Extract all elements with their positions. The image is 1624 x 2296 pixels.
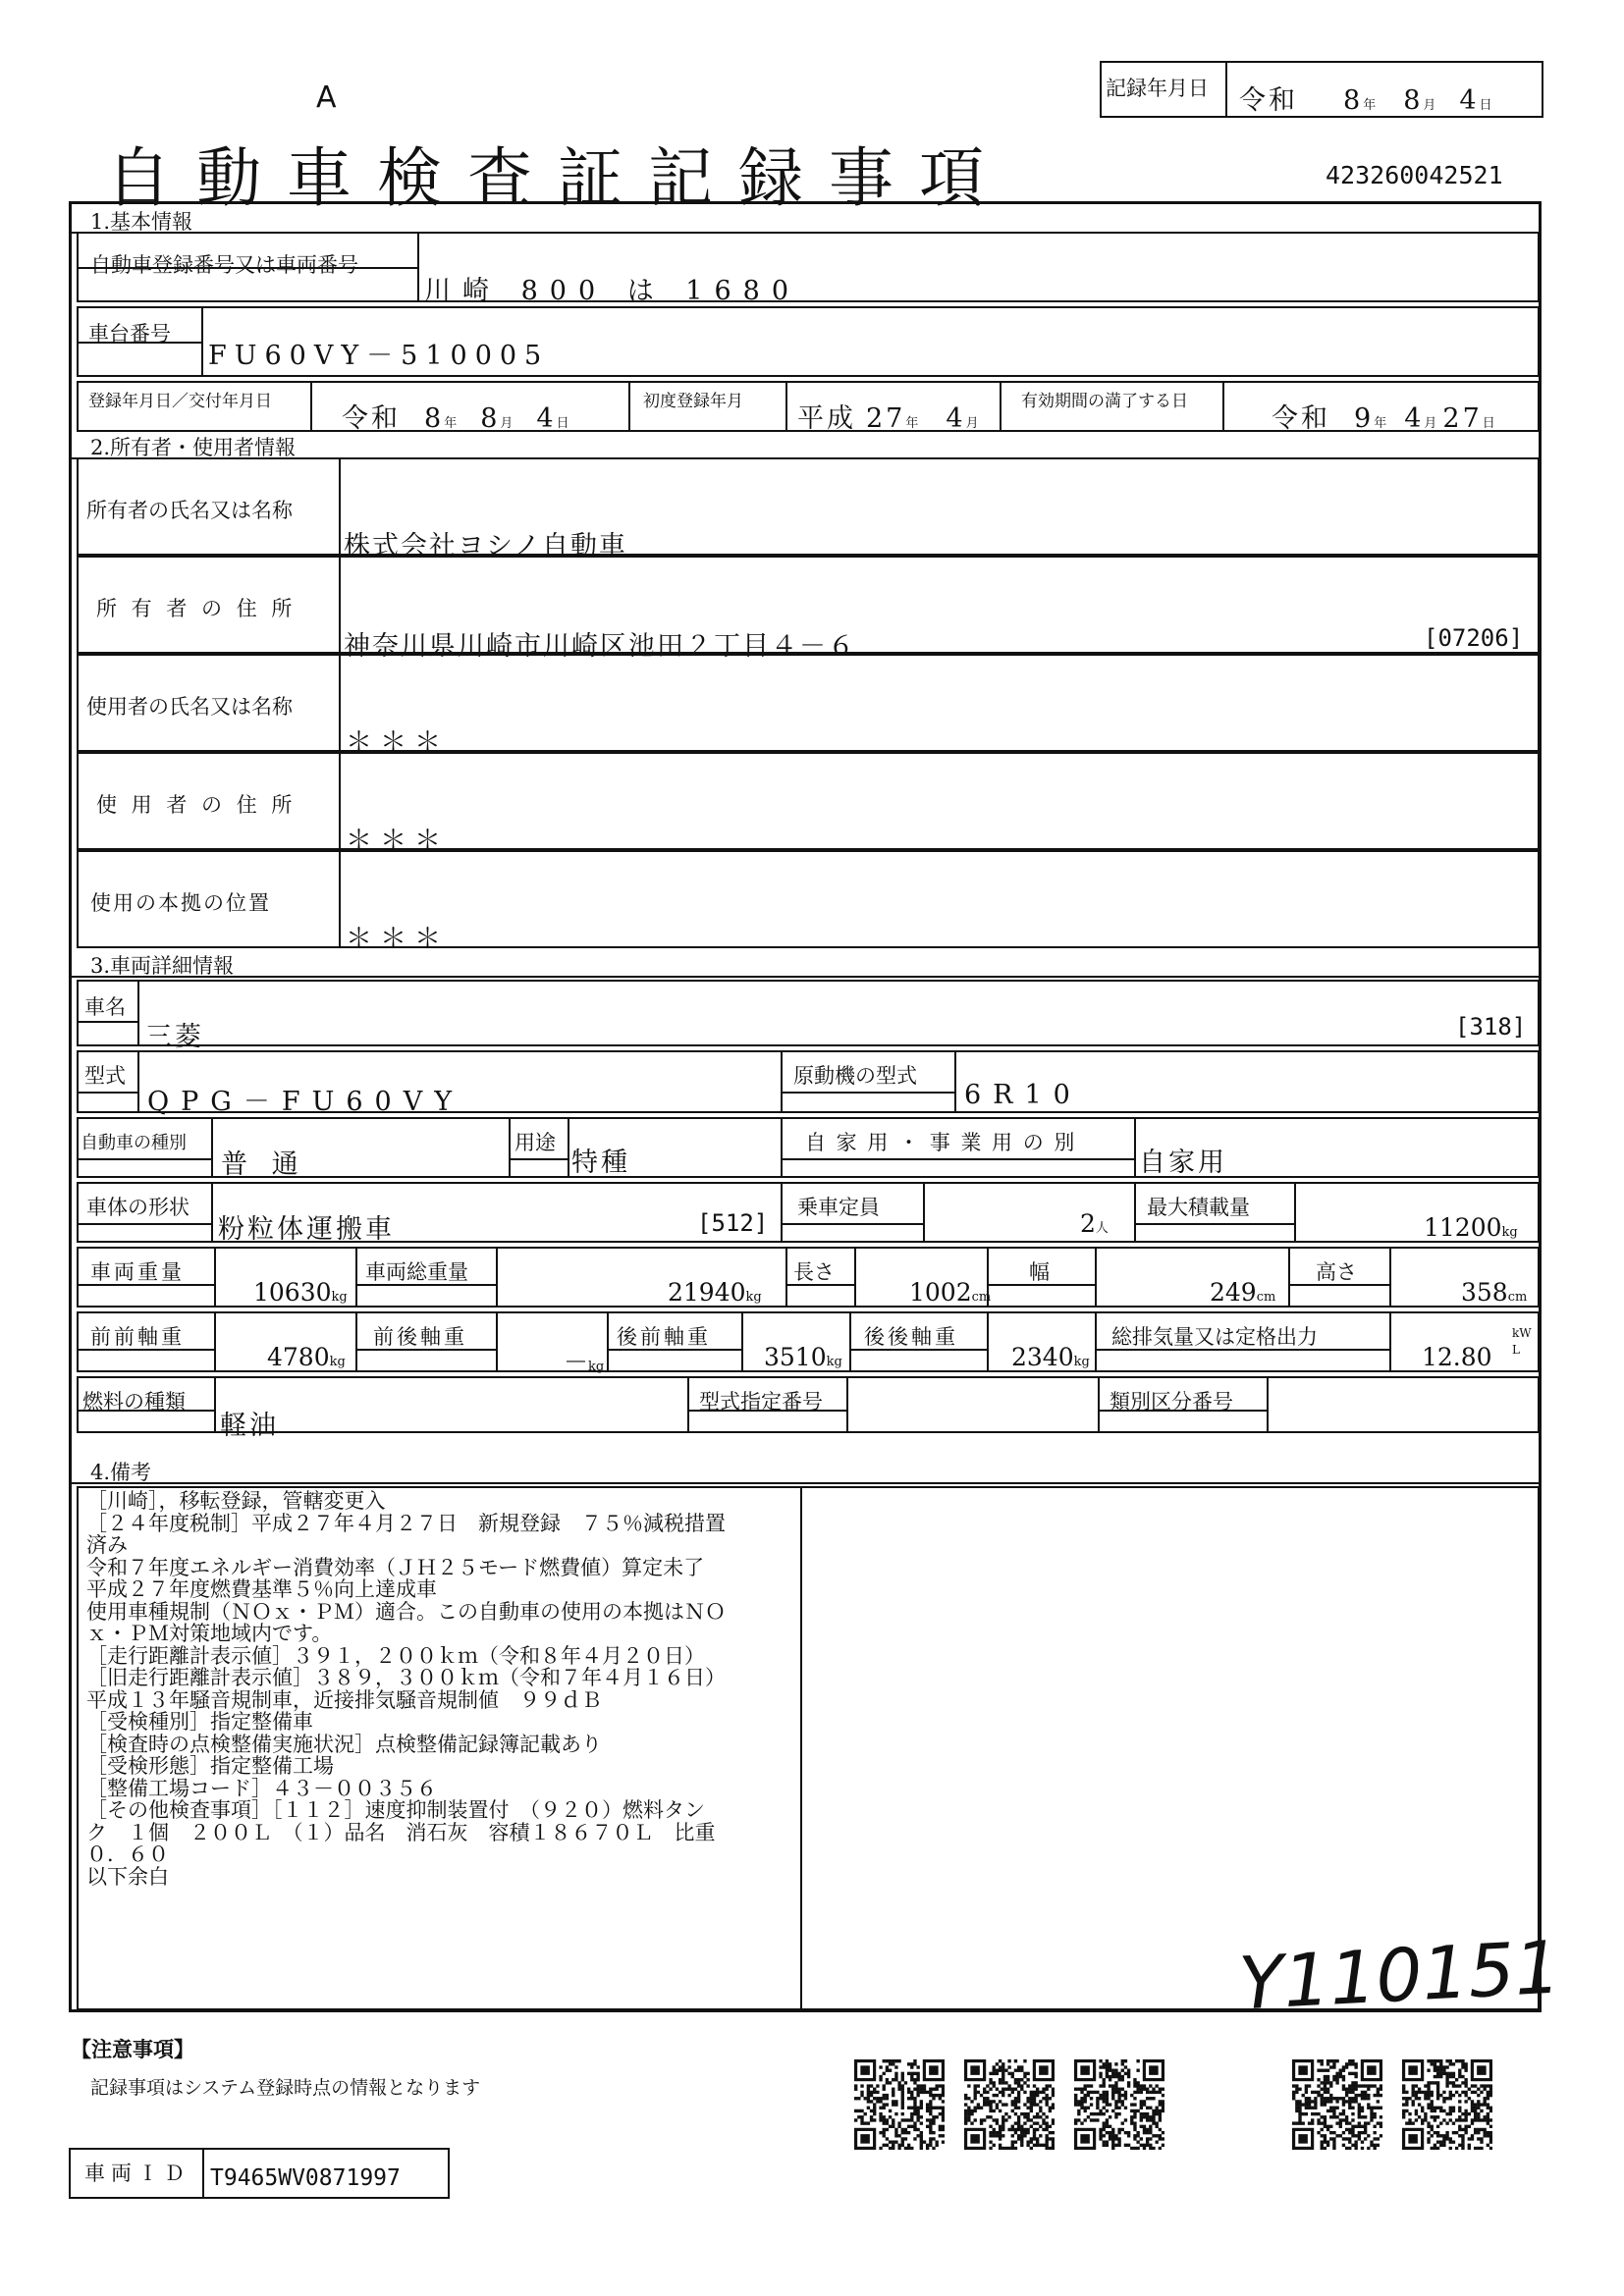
chassis-value: FU60VY－510005 <box>208 341 550 371</box>
rear-rear-axle-value: 2340kg <box>1011 1343 1090 1371</box>
capacity-label: 乗車定員 <box>797 1196 880 1219</box>
remarks-line: ［旧走行距離計表示値］３８９，３００ｋｍ（令和７年４月１６日） <box>86 1666 726 1689</box>
body-shape-code: [512] <box>697 1209 769 1237</box>
capacity-value: 2人 <box>1080 1209 1109 1238</box>
user-address: ＊＊＊ <box>346 826 449 856</box>
qr-code-5 <box>1402 2059 1492 2150</box>
document-number: 423260042521 <box>1326 161 1503 189</box>
remarks-line: ［受検種別］指定整備車 <box>86 1710 313 1734</box>
remarks-line: 令和７年度エネルギー消費効率（ＪＨ２５モード燃費値）算定未了 <box>86 1555 705 1579</box>
section1-heading: 1.基本情報 <box>90 210 193 234</box>
document-title: 自動車検査証記録事項 <box>106 140 1009 216</box>
remarks-line: 平成２７年度燃費基準５％向上達成車 <box>86 1577 437 1601</box>
remarks-line: ０．６０ <box>86 1842 169 1866</box>
length-value: 1002cm <box>909 1278 992 1307</box>
remarks-line: 以下余白 <box>86 1864 169 1889</box>
type-designation-label: 型式指定番号 <box>699 1390 823 1414</box>
fuel-type-value: 軽油 <box>220 1411 279 1441</box>
body-shape-value: 粉粒体運搬車 <box>218 1214 395 1245</box>
remarks-line: ［川崎］，移転登録，管轄変更入 <box>86 1489 386 1513</box>
owner-address: 神奈川県川崎市川崎区池田２丁目４－６ <box>344 631 856 662</box>
kind-value: 普 通 <box>221 1149 306 1180</box>
owner-name-label: 所有者の氏名又は名称 <box>86 499 293 522</box>
notice-text: 記録事項はシステム登録時点の情報となります <box>90 2077 481 2099</box>
private-business-value: 自家用 <box>1139 1148 1227 1178</box>
vehicle-weight-value: 10630kg <box>253 1278 348 1307</box>
user-name: ＊＊＊ <box>346 727 449 758</box>
private-business-label: 自 家 用 ・ 事 業 用 の 別 <box>805 1131 1077 1154</box>
section4-heading: 4.備考 <box>90 1461 152 1484</box>
reg-date-label: 登録年月日／交付年月日 <box>88 392 272 411</box>
max-load-value: 11200kg <box>1424 1213 1518 1242</box>
owner-name-row <box>77 457 1540 556</box>
engine-label: 原動機の型式 <box>793 1064 917 1088</box>
remarks-line: 平成１３年騒音規制車，近接排気騒音規制値 ９９ｄＢ <box>86 1687 602 1712</box>
qr-code-4 <box>1292 2059 1382 2150</box>
remarks-line: ク １個 ２００Ｌ （１）品名 消石灰 容積１８６７０Ｌ 比重 <box>86 1820 716 1844</box>
base-location-label: 使用の本拠の位置 <box>90 891 271 915</box>
model-label: 型式 <box>84 1064 126 1088</box>
vehicle-id-value: T9465WV0871997 <box>210 2165 401 2191</box>
base-location: ＊＊＊ <box>346 924 449 954</box>
displacement-label: 総排気量又は定格出力 <box>1111 1325 1318 1349</box>
width-value: 249cm <box>1210 1278 1276 1307</box>
use-label: 用途 <box>514 1131 556 1154</box>
reg-date: 令和 8年 8月 4日 <box>342 403 569 434</box>
remarks-line: ［整備工場コード］４３－００３５６ <box>86 1776 437 1800</box>
owner-address-code: [07206] <box>1424 624 1524 652</box>
qr-code-2 <box>964 2059 1055 2150</box>
qr-code-3 <box>1074 2059 1164 2150</box>
rear-front-axle-value: 3510kg <box>764 1343 842 1371</box>
first-reg-label: 初度登録年月 <box>643 392 743 411</box>
record-date: 令和 8年 8月 4日 <box>1239 85 1492 116</box>
remarks-text <box>86 1490 726 1888</box>
height-label: 高さ <box>1316 1260 1357 1284</box>
front-rear-axle-label: 前後軸重 <box>373 1325 467 1349</box>
displacement-value: 12.80 <box>1422 1343 1492 1371</box>
expiry-label: 有効期間の満了する日 <box>1021 392 1188 411</box>
use-value: 特種 <box>571 1148 630 1178</box>
remarks-line: ｘ・ＰＭ対策地域内です。 <box>86 1622 333 1645</box>
front-front-axle-value: 4780kg <box>267 1343 346 1371</box>
fuel-type-label: 燃料の種類 <box>82 1390 186 1414</box>
height-value: 358cm <box>1461 1278 1528 1307</box>
handwritten-note: Y110151 <box>1236 1925 1563 2027</box>
front-front-axle-label: 前前軸重 <box>90 1325 185 1349</box>
chassis-label: 車台番号 <box>88 322 171 346</box>
rear-rear-axle-label: 後後軸重 <box>864 1325 958 1349</box>
remarks-line: 済み <box>86 1533 128 1557</box>
user-address-row <box>77 752 1540 850</box>
vehicle-weight-label: 車両重量 <box>90 1260 185 1284</box>
user-address-label: 使 用 者 の 住 所 <box>96 793 297 817</box>
form-mark: A <box>316 80 337 115</box>
gross-weight-value: 21940kg <box>668 1278 762 1307</box>
width-label: 幅 <box>1029 1260 1050 1284</box>
section2-heading: 2.所有者・使用者情報 <box>90 436 297 459</box>
remarks-line: ［その他検査事項］［１１２］速度抑制装置付 （９２０）燃料タン <box>86 1798 705 1822</box>
gross-weight-label: 車両総重量 <box>365 1260 468 1284</box>
remarks-line: ［検査時の点検整備実施状況］点検整備記録簿記載あり <box>86 1732 602 1756</box>
class-number-label: 類別区分番号 <box>1110 1390 1233 1414</box>
body-shape-label: 車体の形状 <box>86 1196 189 1219</box>
user-name-label: 使用者の氏名又は名称 <box>86 695 293 719</box>
front-rear-axle-value: －kg <box>564 1348 605 1376</box>
notice-heading: 【注意事項】 <box>71 2037 194 2061</box>
remarks-line: ［受検形態］指定整備工場 <box>86 1754 334 1778</box>
rear-front-axle-label: 後前軸重 <box>617 1325 711 1349</box>
remarks-line: ［２４年度税制］平成２７年４月２７日 新規登録 ７５％減税措置 <box>86 1511 726 1535</box>
engine-value: 6R10 <box>964 1080 1082 1110</box>
max-load-label: 最大積載量 <box>1147 1196 1250 1219</box>
remarks-line: ［走行距離計表示値］３９１，２００ｋｍ（令和８年４月２０日） <box>86 1643 705 1668</box>
expiry-date: 令和 9年 4月 27日 <box>1272 403 1495 434</box>
vehicle-id-label: 車両ＩＤ <box>84 2162 190 2185</box>
length-label: 長さ <box>793 1260 835 1284</box>
remarks-line: 使用車種規制（ＮＯｘ・ＰＭ）適合。この自動車の使用の本拠はＮＯ <box>86 1599 726 1624</box>
make-label: 車名 <box>84 995 126 1019</box>
qr-code-1 <box>854 2059 945 2150</box>
model-value: QPG－FU60VY <box>147 1087 464 1117</box>
base-location-row <box>77 850 1540 948</box>
reg-number-value: 川崎 800 は 1680 <box>424 276 800 306</box>
reg-number-label: 自動車登録番号又は車両番号 <box>90 253 358 277</box>
make-code: [318] <box>1455 1013 1527 1041</box>
user-name-row <box>77 654 1540 752</box>
displacement-units: kW L <box>1512 1326 1532 1357</box>
first-reg-date: 平成 27年 4月 <box>797 403 979 434</box>
kind-label: 自動車の種別 <box>81 1133 187 1153</box>
make-value: 三菱 <box>145 1022 204 1052</box>
owner-address-label: 所 有 者 の 住 所 <box>96 597 297 620</box>
make-row <box>77 980 1540 1046</box>
section3-heading: 3.車両詳細情報 <box>90 954 235 978</box>
owner-name: 株式会社ヨシノ自動車 <box>344 531 627 561</box>
record-date-label: 記録年月日 <box>1106 77 1209 100</box>
